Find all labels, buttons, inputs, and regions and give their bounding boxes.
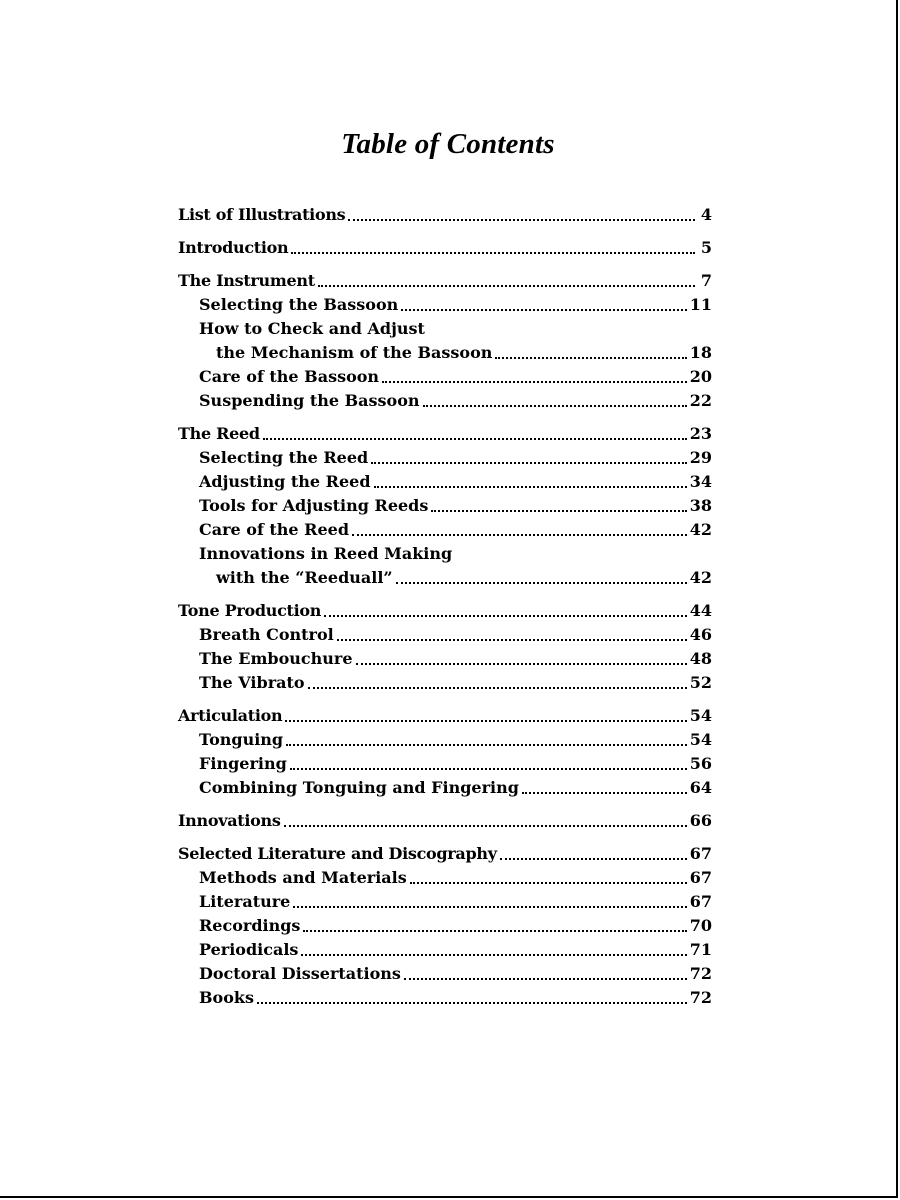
toc-page-number: 48: [689, 649, 712, 668]
toc-entry-label: Tonguing: [199, 730, 284, 749]
toc-page-number: 29: [689, 448, 712, 467]
toc-subentry: [178, 317, 712, 341]
dot-leader: [348, 219, 695, 221]
toc-section: [178, 422, 712, 590]
dot-leader: [291, 252, 695, 254]
toc-subentry: [178, 728, 712, 752]
toc-heading-entry: [178, 236, 712, 260]
toc-entry-label: Breath Control: [199, 625, 334, 644]
toc-section: [178, 809, 712, 833]
toc-subentry: [178, 341, 712, 365]
toc-page-number: 72: [689, 988, 712, 1007]
toc-subentry: [178, 671, 712, 695]
dot-leader: [290, 768, 687, 770]
toc-page-number: 72: [689, 964, 712, 983]
toc-page-number: 67: [689, 868, 712, 887]
toc-page-number: 5: [700, 238, 712, 257]
toc-entry-label: Combining Tonguing and Fingering: [199, 778, 519, 797]
table-of-contents: [178, 203, 712, 1019]
dot-leader: [352, 534, 687, 536]
dot-leader: [431, 510, 686, 512]
toc-entry-label: List of Illustrations: [178, 205, 346, 224]
toc-page-number: 23: [689, 424, 712, 443]
toc-page-number: 67: [689, 892, 712, 911]
toc-subentry: [178, 986, 712, 1010]
toc-entry-label: Innovations: [178, 811, 281, 830]
toc-subentry: [178, 365, 712, 389]
toc-entry-label: How to Check and Adjust: [199, 319, 425, 338]
toc-subentry: [178, 293, 712, 317]
dot-leader: [337, 639, 687, 641]
toc-page-number: 18: [689, 343, 712, 362]
toc-subentry: [178, 866, 712, 890]
toc-page-number: 22: [689, 391, 712, 410]
toc-subentry: [178, 446, 712, 470]
toc-entry-label: The Vibrato: [199, 673, 305, 692]
toc-entry-label: Tone Production: [178, 601, 322, 620]
toc-section: [178, 704, 712, 800]
dot-leader: [404, 978, 687, 980]
toc-entry-label: Methods and Materials: [199, 868, 407, 887]
toc-entry-label: the Mechanism of the Bassoon: [216, 343, 493, 362]
toc-subentry: [178, 776, 712, 800]
toc-page-number: 67: [689, 844, 712, 863]
dot-leader: [522, 792, 687, 794]
toc-subentry: [178, 647, 712, 671]
toc-entry-label: Periodicals: [199, 940, 299, 959]
dot-leader: [401, 309, 686, 311]
dot-leader: [410, 882, 687, 884]
toc-page-number: 7: [700, 271, 712, 290]
toc-entry-label: Selected Literature and Discography: [178, 844, 497, 863]
toc-page-number: 71: [689, 940, 712, 959]
toc-subentry: [178, 914, 712, 938]
toc-page-number: 54: [689, 730, 712, 749]
toc-subentry: [178, 494, 712, 518]
toc-page-number: 64: [689, 778, 712, 797]
page-title: Table of Contents: [341, 128, 555, 160]
dot-leader: [495, 357, 686, 359]
toc-entry-label: Introduction: [178, 238, 289, 257]
toc-section: [178, 203, 712, 227]
dot-leader: [293, 906, 686, 908]
toc-heading-entry: [178, 809, 712, 833]
toc-entry-label: Tools for Adjusting Reeds: [199, 496, 429, 515]
toc-entry-label: Articulation: [178, 706, 283, 725]
toc-entry-label: with the “Reeduall”: [216, 568, 393, 587]
toc-entry-label: Books: [199, 988, 254, 1007]
toc-entry-label: The Instrument: [178, 271, 315, 290]
toc-subentry: [178, 389, 712, 413]
toc-page-number: 44: [689, 601, 712, 620]
toc-heading-entry: [178, 599, 712, 623]
toc-subentry: [178, 566, 712, 590]
toc-page-number: 20: [689, 367, 712, 386]
toc-page-number: 52: [689, 673, 712, 692]
toc-entry-label: Doctoral Dissertations: [199, 964, 401, 983]
dot-leader: [285, 720, 686, 722]
toc-entry-label: The Reed: [178, 424, 260, 443]
dot-leader: [308, 687, 687, 689]
toc-heading-entry: [178, 704, 712, 728]
toc-heading-entry: [178, 422, 712, 446]
dot-leader: [500, 858, 687, 860]
dot-leader: [374, 486, 687, 488]
toc-page-number: 11: [689, 295, 712, 314]
toc-entry-label: Innovations in Reed Making: [199, 544, 453, 563]
toc-page-number: 54: [689, 706, 712, 725]
toc-page-number: 42: [689, 520, 712, 539]
toc-subentry: [178, 542, 712, 566]
toc-entry-label: Care of the Reed: [199, 520, 350, 539]
dot-leader: [301, 954, 686, 956]
toc-entry-label: Selecting the Bassoon: [199, 295, 399, 314]
toc-subentry: [178, 470, 712, 494]
dot-leader: [382, 381, 687, 383]
toc-section: [178, 269, 712, 413]
toc-subentry: [178, 962, 712, 986]
toc-entry-label: Care of the Bassoon: [199, 367, 380, 386]
toc-heading-entry: [178, 842, 712, 866]
toc-subentry: [178, 938, 712, 962]
toc-page-number: 70: [689, 916, 712, 935]
toc-entry-label: Recordings: [199, 916, 301, 935]
toc-heading-entry: [178, 269, 712, 293]
toc-entry-label: The Embouchure: [199, 649, 353, 668]
toc-entry-label: Literature: [199, 892, 291, 911]
toc-subentry: [178, 890, 712, 914]
toc-page-number: 4: [700, 205, 712, 224]
toc-subentry: [178, 752, 712, 776]
dot-leader: [371, 462, 687, 464]
dot-leader: [303, 930, 686, 932]
toc-page-number: 66: [689, 811, 712, 830]
toc-section: [178, 842, 712, 1010]
toc-page-number: 56: [689, 754, 712, 773]
dot-leader: [263, 438, 687, 440]
dot-leader: [257, 1002, 687, 1004]
dot-leader: [356, 663, 687, 665]
toc-subentry: [178, 623, 712, 647]
toc-heading-entry: [178, 203, 712, 227]
toc-page-number: 34: [689, 472, 712, 491]
dot-leader: [284, 825, 687, 827]
toc-page-number: 46: [689, 625, 712, 644]
toc-subentry: [178, 518, 712, 542]
toc-entry-label: Adjusting the Reed: [199, 472, 371, 491]
dot-leader: [318, 285, 695, 287]
toc-entry-label: Suspending the Bassoon: [199, 391, 420, 410]
dot-leader: [423, 405, 687, 407]
dot-leader: [324, 615, 687, 617]
toc-page-number: 38: [689, 496, 712, 515]
toc-entry-label: Fingering: [199, 754, 287, 773]
toc-section: [178, 599, 712, 695]
dot-leader: [396, 582, 687, 584]
toc-section: [178, 236, 712, 260]
toc-entry-label: Selecting the Reed: [199, 448, 369, 467]
toc-page-number: 42: [689, 568, 712, 587]
dot-leader: [286, 744, 687, 746]
